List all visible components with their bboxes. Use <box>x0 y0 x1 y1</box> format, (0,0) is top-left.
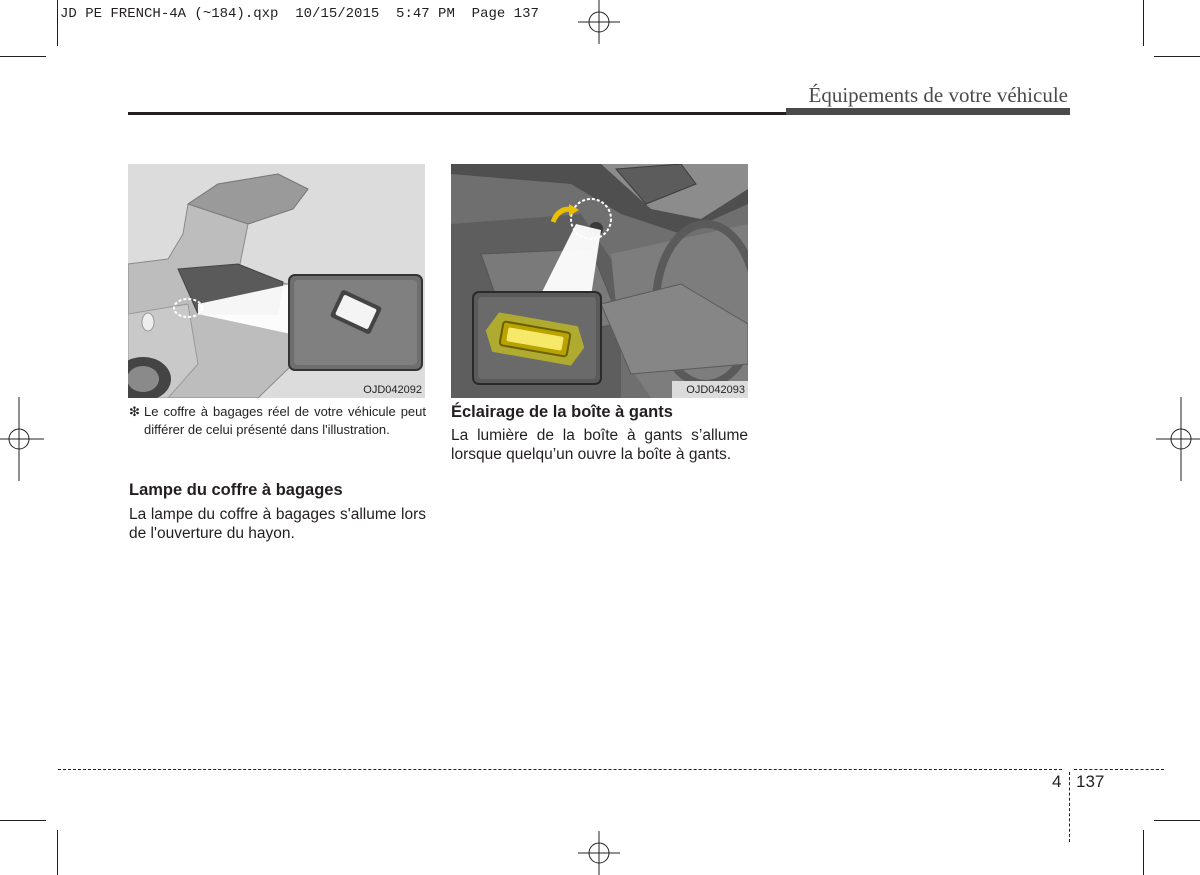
figure-trunk-lamp <box>128 164 425 398</box>
footer-rule <box>58 769 1062 770</box>
note-text: Le coffre à bagages réel de votre véhicule peut différer de celui présenté dans l'illustration. <box>144 404 426 437</box>
registration-mark-icon <box>0 397 44 481</box>
header-rule-accent <box>786 108 1070 115</box>
registration-mark-icon <box>578 831 620 875</box>
print-slug: JD PE FRENCH-4A (~184).qxp 10/15/2015 5:47 PM Page 137 <box>60 6 539 22</box>
illustration-note <box>129 403 426 439</box>
crop-mark <box>1143 830 1144 875</box>
registration-mark-icon <box>578 0 620 44</box>
crop-mark <box>0 820 46 821</box>
figure-code: OJD042093 <box>686 384 745 396</box>
section-heading-trunk-lamp: Lampe du coffre à bagages <box>129 481 343 499</box>
figure-glove-box-lamp <box>451 164 748 398</box>
crop-mark <box>0 56 46 57</box>
crop-mark <box>1143 0 1144 46</box>
section-heading-glove-box-lamp: Éclairage de la boîte à gants <box>451 403 673 421</box>
footer-divider <box>1069 772 1070 842</box>
section-header-title: Équipements de votre véhicule <box>808 83 1068 107</box>
registration-mark-icon <box>1156 397 1200 481</box>
crop-mark <box>57 0 58 46</box>
chapter-number: 4 <box>1052 772 1062 791</box>
section-body-glove-box-lamp: La lumière de la boîte à gants s’allume lorsque quelqu’un ouvre la boîte à gants. <box>451 427 748 463</box>
crop-mark <box>1154 56 1200 57</box>
footer-rule <box>1074 769 1164 770</box>
glove-box-illustration <box>451 164 748 398</box>
page-number-value: 137 <box>1076 772 1105 791</box>
crop-mark <box>1154 820 1200 821</box>
section-body-trunk-lamp: La lampe du coffre à bagages s'allume lors de l'ouverture du hayon. <box>129 506 426 542</box>
figure-code: OJD042092 <box>363 384 422 396</box>
note-mark-icon: ❇ <box>129 404 140 419</box>
car-trunk-illustration <box>128 164 425 398</box>
crop-mark <box>57 830 58 875</box>
